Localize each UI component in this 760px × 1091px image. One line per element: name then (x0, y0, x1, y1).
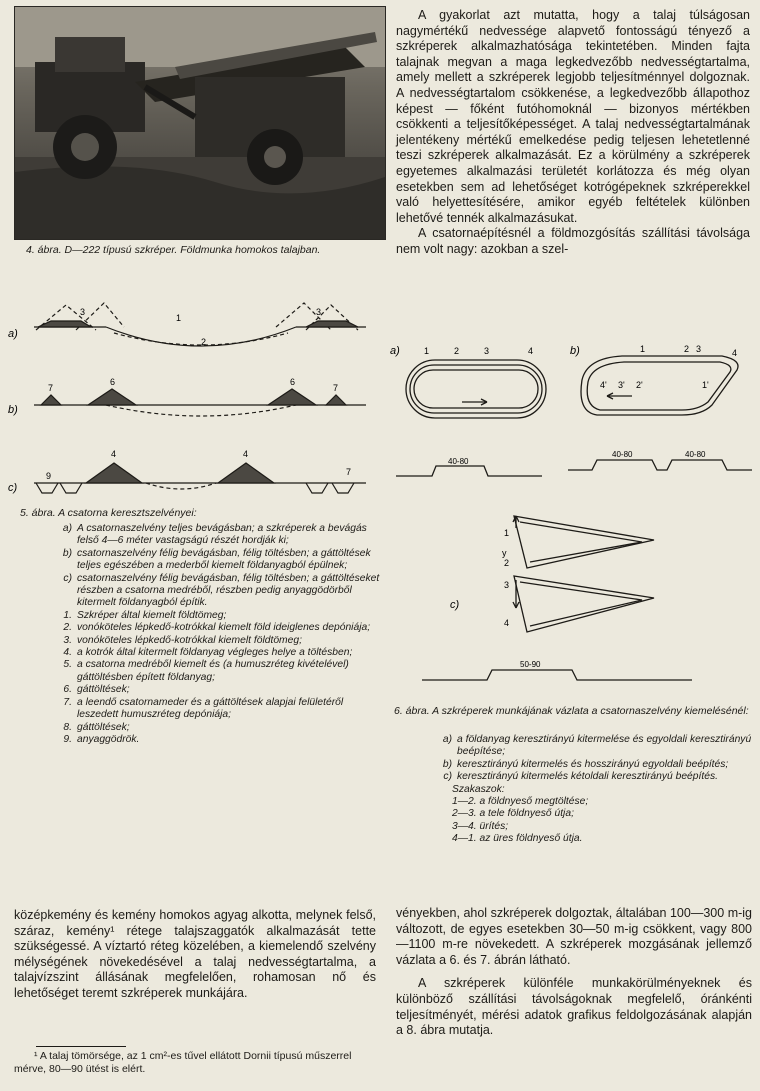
figure-5-cross-sections (6, 285, 386, 507)
figure-5-legend (52, 523, 380, 746)
fig6-num: 3 (484, 346, 490, 356)
fig6-num: 2 (684, 344, 690, 354)
figure-6-caption: 6. ábra. A szkréperek munkájának vázlata a csatornaszelvény kiemelésénél: (394, 705, 749, 717)
legend-item: 2. vonóköteles lépkedő-kotrókkal kiemelt föld ideiglenes depóniája; (63, 622, 371, 634)
stage-item: 3—4. ürítés; (452, 820, 509, 832)
fig6-num: 4 (528, 346, 534, 356)
legend-item: 4. a kotrók által kitermelt földanyag végleges helye a töltésben; (63, 647, 353, 659)
fig6-num: 2 (454, 346, 460, 356)
fig6-dimension: 40-80 (685, 450, 706, 459)
fig5-num: 3 (80, 307, 86, 317)
fig6-num: 3' (618, 380, 625, 390)
figure-6-legend (432, 734, 752, 846)
fig5-num: 9 (46, 471, 52, 481)
fig6-num: 1 (640, 344, 646, 354)
legend-item: 7. a leendő csatornameder és a gáttöltések alapjai felületéről leszedett humuszréteg depóniája; (63, 696, 344, 721)
legend-item: 6. gáttöltések; (63, 684, 130, 696)
paragraph: középkemény és kemény homokos agyag alkotta, melynek felső, száraz, kemény¹ rétege talajszaggatók alkalmazását tette szükségessé. A víztartó réteg közelében, a kiemelendő szelvény mélységének növekedésével a talaj nedvességtartalma, a talajvízszint állásának megfelelően, rohamosan nő és lehetőséget teremt szkréperek munkájára. (14, 908, 376, 1000)
fig6-num: y (502, 548, 507, 558)
fig5-num: 4 (243, 449, 249, 459)
footnote-rule (36, 1046, 126, 1047)
fig5-num: 4 (111, 449, 117, 459)
fig5-num: 1 (176, 313, 182, 323)
fig6-num: 3 (696, 344, 702, 354)
legend-item: 3. vonóköteles lépkedő-kotrókkal kiemelt földtömeg; (63, 634, 302, 646)
stage-item: 2—3. a tele földnyeső útja; (452, 808, 574, 820)
fig6-dimension: 40-80 (448, 457, 469, 466)
legend-item: a) A csatornaszelvény teljes bevágásban; a szkréperek a bevágás felső 4—6 méter vastagságú részét hordják ki; (62, 523, 367, 547)
figure-5-caption: 5. ábra. A csatorna keresztszelvényei: (20, 507, 197, 519)
stages-title: Szakaszok: (452, 783, 505, 795)
legend-item: b) csatornaszelvény félig bevágásban, félig töltésben; a gáttöltések teljes egészében a mederből kiemelt földanyagból épülnek; (62, 547, 371, 572)
fig6-num: 4 (504, 618, 510, 628)
paragraph: A gyakorlat azt mutatta, hogy a talaj túlságosan nagymértékű nedvessége alapvető fontosságú tényező a szkréperek alkalmazhatósága tekintetében. Minden fajta talajnak megvan a maga legkedvezőbb nedvességtartalma, amely mellett a szkréperek legjobb teljesítménnyel dolgoznak. A nedvességtartalom csökkenése, a legkedvezőbb állapothoz képest — főként futóhomoknál — bizonyos mértékben csökkenti a teljesítőképességet. A talaj nedvességtartalmának jelentékeny mértékű emelkedése pedig teljesen lehetetlenné teszi szkréperek alkalmazását. Ez a körülmény a szkréperek egyetemes alkalmazási területét korlátozza és még olyan esetekben sem ad lehetőséget kotrógépeknek szkréperekkel való helyettesítésére, amikor egyéb feltételek különben lehetővé tennék alkalmazásukat. (396, 8, 750, 225)
fig5-label-c: c) (8, 482, 18, 494)
fig5-num: 3 (316, 307, 322, 317)
footnote: ¹ A talaj tömörsége, az 1 cm²-es tűvel ellátott Dornii típusú műszerrel mérve, 80—90 ütést is elért. (14, 1050, 352, 1075)
figure-4-caption: 4. ábra. D—222 típusú szkréper. Földmunka homokos talajban. (26, 244, 321, 256)
stage-item: 4—1. az üres földnyeső útja. (452, 833, 583, 845)
fig6-num: 1 (424, 346, 430, 356)
figure-6-scraper-paths (392, 340, 756, 702)
fig6-num: 1' (702, 380, 709, 390)
fig5-num: 7 (346, 467, 352, 477)
fig6-num: 1 (504, 528, 510, 538)
stage-item: 1—2. a földnyeső megtöltése; (452, 796, 589, 808)
legend-item: 1. Szkréper által kiemelt földtömeg; (63, 609, 227, 621)
fig6-num: 4' (600, 380, 607, 390)
paragraph: A szkréperek különféle munkakörülményeknek és különböző szállítási távolságoknak megfelelő, óránkénti teljesítményét, mérési adatok grafikus feldolgozásának alapján a 8. ábra mutatja. (396, 976, 752, 1038)
paragraph: vényekben, ahol szkréperek dolgoztak, általában 100—300 m-ig változott, de egyes esetekben 30—50 m-ig csökkent, vagy 800—1100 m-re növekedett. A szkréperek mozgásának jellemző vázlata a 6. és 7. ábrán látható. (396, 906, 752, 967)
fig6-num: 2 (504, 558, 510, 568)
fig6-dimension: 50-90 (520, 660, 541, 669)
fig6-num: 3 (504, 580, 510, 590)
legend-item: a) a földanyag keresztirányú kitermelése és egyoldali keresztirányú beépítése; (442, 734, 752, 758)
fig5-num: 7 (333, 383, 339, 393)
fig5-num: 6 (110, 377, 116, 387)
fig6-label-a: a) (390, 345, 400, 357)
fig5-label-b: b) (8, 404, 18, 416)
fig5-num: 2 (201, 337, 207, 347)
fig6-dimension: 40-80 (612, 450, 633, 459)
fig6-label-b: b) (570, 345, 580, 357)
fig5-label-a: a) (8, 328, 18, 340)
right-column-bottom-text (396, 906, 752, 1039)
fig5-num: 7 (48, 383, 54, 393)
fig5-num: 6 (290, 377, 296, 387)
fig6-label-c: c) (450, 599, 460, 611)
paragraph: A csatornaépítésnél a földmozgósítás szállítási távolsága nem volt nagy: azokban a szel- (396, 226, 750, 256)
right-column-top-text (396, 8, 750, 258)
left-column-bottom-text (14, 908, 376, 1002)
legend-item: 5. a csatorna medréből kiemelt és (a humuszréteg kivételével) gáttöltésben épített földanyag; (63, 659, 349, 683)
fig6-num: 2' (636, 380, 643, 390)
scraper-photo (14, 6, 386, 240)
legend-item: 8. gáttöltések; (63, 721, 130, 733)
legend-item: c) keresztirányú kitermelés kétoldali keresztirányú beépítés. (443, 771, 718, 783)
legend-item: 9. anyaggödrök. (63, 733, 140, 745)
legend-item: c) csatornaszelvény félig bevágásban, félig töltésben; a gáttöltéseket részben a csatorna medréből, részben pedig anyaggödörből kitermelt földanyagból építik. (63, 572, 380, 609)
legend-item: b) keresztirányú kitermelés és hosszirányú egyoldali beépítés; (442, 758, 729, 770)
fig6-num: 4 (732, 348, 738, 358)
